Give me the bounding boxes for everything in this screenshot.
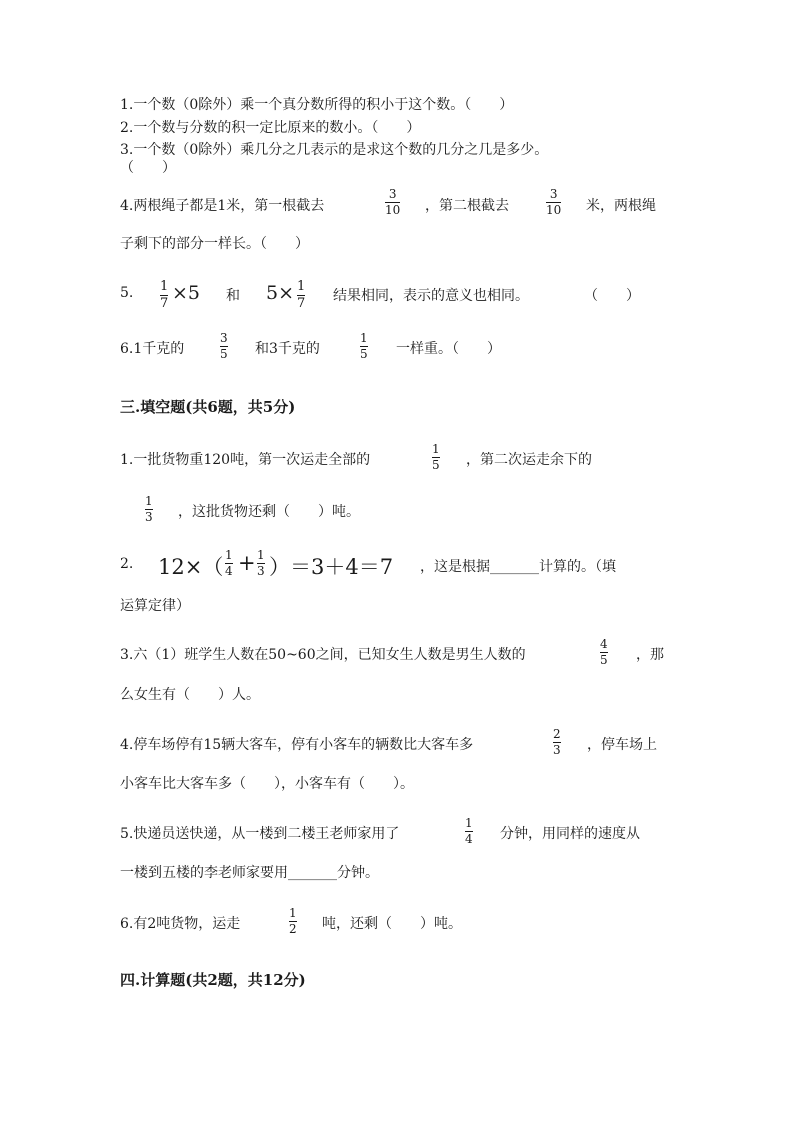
denominator: 5 <box>600 653 608 667</box>
fraction-1-3 <box>257 549 265 578</box>
fill-question-5-part-b: 分钟，用同样的速度从 <box>500 826 640 842</box>
judge-question-6-part-b: 和3千克的 <box>255 341 320 357</box>
denominator: 4 <box>465 832 473 846</box>
numerator: 2 <box>553 727 561 741</box>
fraction-4-5 <box>600 638 608 667</box>
fraction-1-7-second <box>297 280 305 311</box>
denominator: 3 <box>145 510 153 524</box>
numerator: 1 <box>297 279 306 294</box>
fraction-1-5 <box>360 332 368 361</box>
numerator: 1 <box>432 442 440 456</box>
section-3-title: 三.填空题(共6题，共5分) <box>120 398 296 416</box>
judge-question-5-number: 5. <box>120 285 134 301</box>
judge-question-5-and: 和 <box>226 288 240 304</box>
fraction-1-4 <box>225 549 233 578</box>
fill-question-1-part-c: ，这批货物还剩（ ）吨。 <box>178 504 360 520</box>
denominator: 10 <box>385 203 401 217</box>
fraction-3-10-second <box>546 188 561 217</box>
expression-plus: + <box>238 551 256 575</box>
fill-question-1-part-b: ，第二次运走余下的 <box>466 452 592 468</box>
numerator: 3 <box>549 187 558 201</box>
fill-question-6-part-b: 吨，还剩（ ）吨。 <box>322 916 462 932</box>
denominator: 5 <box>432 458 440 472</box>
judge-question-4-part-d: 子剩下的部分一样长。（ ） <box>120 236 309 252</box>
expression-times-5: ×5 <box>172 282 201 304</box>
expression-5-times: 5× <box>266 282 295 304</box>
fraction-3-10-first <box>385 188 400 217</box>
fill-question-2-number: 2. <box>120 556 134 572</box>
numerator: 1 <box>145 494 153 508</box>
numerator: 3 <box>220 331 228 345</box>
judge-question-3: 3.一个数（0除外）乘几分之几表示的是求这个数的几分之几是多少。 <box>120 142 549 158</box>
judge-question-5-text: 结果相同，表示的意义也相同。 <box>333 288 529 304</box>
numerator: 1 <box>225 548 233 562</box>
fill-question-5-part-a: 5.快递员送快递，从一楼到二楼王老师家用了 <box>120 826 400 842</box>
fill-question-3-part-b: ，那 <box>636 647 664 663</box>
fill-question-6-part-a: 6.有2吨货物，运走 <box>120 916 241 932</box>
denominator: 7 <box>160 296 169 311</box>
judge-question-5-paren: （ ） <box>584 288 640 304</box>
fraction-1-3-s3 <box>145 495 153 524</box>
fill-question-2-part-c: 运算定律） <box>120 598 190 614</box>
numerator: 3 <box>388 187 397 201</box>
judge-question-4-part-b: ，第二根截去 <box>425 198 509 214</box>
fraction-1-5-s3 <box>432 443 440 472</box>
denominator: 2 <box>289 922 297 936</box>
fill-question-3-part-c: 么女生有（ ）人。 <box>120 687 260 703</box>
fraction-1-7-first <box>160 280 168 311</box>
numerator: 4 <box>600 637 608 651</box>
fill-question-2-part-b: ，这是根据_______计算的。（填 <box>420 559 616 575</box>
judge-question-4-part-c: 米，两根绳 <box>586 198 656 214</box>
judge-question-3-paren: （ ） <box>120 160 176 176</box>
denominator: 10 <box>546 203 562 217</box>
judge-question-4-part-a: 4.两根绳子都是1米，第一根截去 <box>120 198 325 214</box>
judge-question-1: 1.一个数（0除外）乘一个真分数所得的积小于这个数。（ ） <box>120 97 514 113</box>
numerator: 1 <box>360 331 368 345</box>
denominator: 4 <box>225 564 233 578</box>
fraction-2-3 <box>553 728 561 757</box>
judge-question-6-part-c: 一样重。（ ） <box>396 341 501 357</box>
numerator: 1 <box>257 548 265 562</box>
denominator: 3 <box>257 564 265 578</box>
judge-question-2: 2.一个数与分数的积一定比原来的数小。（ ） <box>120 120 421 136</box>
fill-question-4-part-b: ，停车场上 <box>587 737 657 753</box>
numerator: 1 <box>289 906 297 920</box>
denominator: 5 <box>220 347 228 361</box>
numerator: 1 <box>465 816 473 830</box>
judge-question-6-part-a: 6.1千克的 <box>120 341 185 357</box>
numerator: 1 <box>160 279 169 294</box>
expression-tail: ）＝3＋4＝7 <box>269 555 394 579</box>
fraction-1-4-s3 <box>465 817 473 846</box>
denominator: 7 <box>297 296 306 311</box>
fill-question-4-part-c: 小客车比大客车多（ ），小客车有（ ）。 <box>120 776 414 792</box>
fraction-1-2 <box>289 907 297 936</box>
fill-question-3-part-a: 3.六（1）班学生人数在50~60之间，已知女生人数是男生人数的 <box>120 647 526 663</box>
denominator: 3 <box>553 743 561 757</box>
fill-question-1-part-a: 1.一批货物重120吨，第一次运走全部的 <box>120 452 371 468</box>
fill-question-4-part-a: 4.停车场停有15辆大客车，停有小客车的辆数比大客车多 <box>120 737 474 753</box>
fill-question-5-part-c: 一楼到五楼的李老师家要用_______分钟。 <box>120 865 379 881</box>
expression-12-times-lead: 12×（ <box>158 555 224 579</box>
section-4-title: 四.计算题(共2题，共12分) <box>120 971 306 989</box>
fraction-3-5 <box>220 332 228 361</box>
denominator: 5 <box>360 347 368 361</box>
